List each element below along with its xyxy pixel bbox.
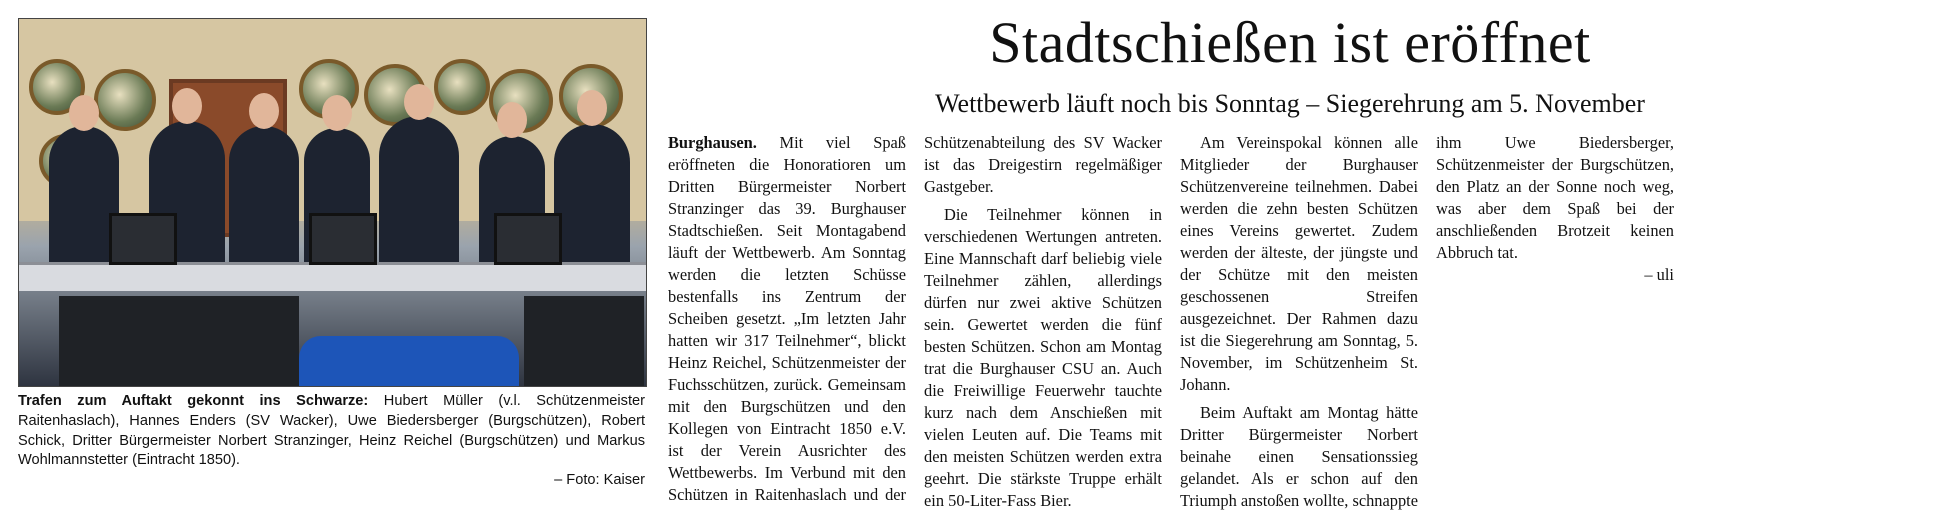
caption-text: Hubert Müller (v.l. Schützenmeister Raitenhaslach), Hannes Enders (SV Wacker), Uwe Biedersberger (Burgschützen), Robert Schick, Dritter Bürgermeister Norbert Stranzinger, Heinz Reichel (Burgschützen) und Markus Wohlmannstetter (Eintracht 1850). <box>18 393 645 469</box>
scoring-monitor <box>494 213 562 265</box>
person-head <box>172 88 202 124</box>
article-photo <box>18 18 647 387</box>
shooting-counter <box>19 262 646 291</box>
subheadline: Wettbewerb läuft noch bis Sonntag – Siegerehrung am 5. November <box>935 89 1645 118</box>
person-head <box>249 93 279 129</box>
blue-bag <box>299 336 519 386</box>
rifle-case <box>524 296 644 386</box>
photo-caption <box>18 392 645 491</box>
person-head <box>69 95 99 131</box>
person-figure <box>554 124 630 276</box>
person-figure <box>229 126 299 276</box>
rifle-case <box>59 296 299 386</box>
article-paragraph-3: Am Vereinspokal können alle Mitglieder der Burghauser Schützenvereine teilnehmen. Dabei werden die zehn besten Schützen eines Vereins gewertet. Zudem werden der älteste, der jüngste und der Schütze mit den meisten geschossenen Streifen ausgezeichnet. Der Rahmen dazu ist die Siegerehrung am Sonntag, 5. November, im Schützenheim St. Johann. <box>1180 133 1418 394</box>
photo-credit: – Foto: Kaiser <box>554 472 645 489</box>
caption-lead: Trafen zum Auftakt gekonnt ins Schwarze: <box>18 393 369 409</box>
person-head <box>404 84 434 120</box>
headline: Stadtschießen ist eröffnet <box>989 10 1591 75</box>
person-figure <box>379 116 459 276</box>
scoring-monitor <box>309 213 377 265</box>
dateline: Burghausen. <box>668 133 757 152</box>
article-paragraph-2: Die Teilnehmer können in verschiedenen Wertungen antreten. Eine Mannschaft darf beliebig viele Teilnehmer zählen, allerdings dürfen nur zwei aktive Schützen sein. Gewertet werden die fünf besten Schützen. Schon am Montag trat die Burghauser CSU an. Auch die Freiwillige Feuerwehr tauchte kurz nach dem Anschießen mit vielen Leuten auf. Die Teams mit den meisten Schützen werden extra geehrt. Die stärkste Truppe erhält ein 50-Liter-Fass Bier. <box>924 205 1162 510</box>
scoring-monitor <box>109 213 177 265</box>
paragraph-text: Mit viel Spaß eröffneten die Honoratioren um Dritten Bürgermeister Norbert Stranzinger das 39. Burghauser Stadtschießen. Seit Montagabend läuft der Wettbewerb. Am Sonntag werden die letzten Schüsse bestenfalls ins Zentrum der Scheiben gesetzt. „Im letzten Jahr hatten wir 317 Teilnehmer“, blickt Heinz Reichel, Schützenmeister der Fuchsschützen, zurück. Gemeinsam mit den Burgschützen und den Kollegen von Eintracht 1850 e.V. ist der Verein Ausrichter des Wettbewerbs. Im Verbund mit den Schützen in Raitenhaslach und der Schützenabteilung des SV Wacker ist das Dreigestirn regelmäßiger Gastgeber. <box>668 133 1162 504</box>
article-body <box>668 132 1930 524</box>
person-head <box>322 95 352 131</box>
shooting-target-plate <box>94 69 156 131</box>
paragraph-text: Beim Auftakt am Montag hätte Dritter Bürgermeister Norbert beinahe einen Sensationssieg gelandet. Als er schon auf den Triumph anstoßen wollte, schnappte ihm Uwe Biedersberger, Schützenmeister der Burgschützen, den Platz an der Sonne noch weg, was aber dem Spaß bei der anschließenden Brotzeit keinen Abbruch tat. <box>1180 133 1674 510</box>
person-head <box>497 102 527 138</box>
person-head <box>577 90 607 126</box>
author-signoff: – uli <box>1644 265 1674 284</box>
shooting-target-plate <box>434 59 490 115</box>
